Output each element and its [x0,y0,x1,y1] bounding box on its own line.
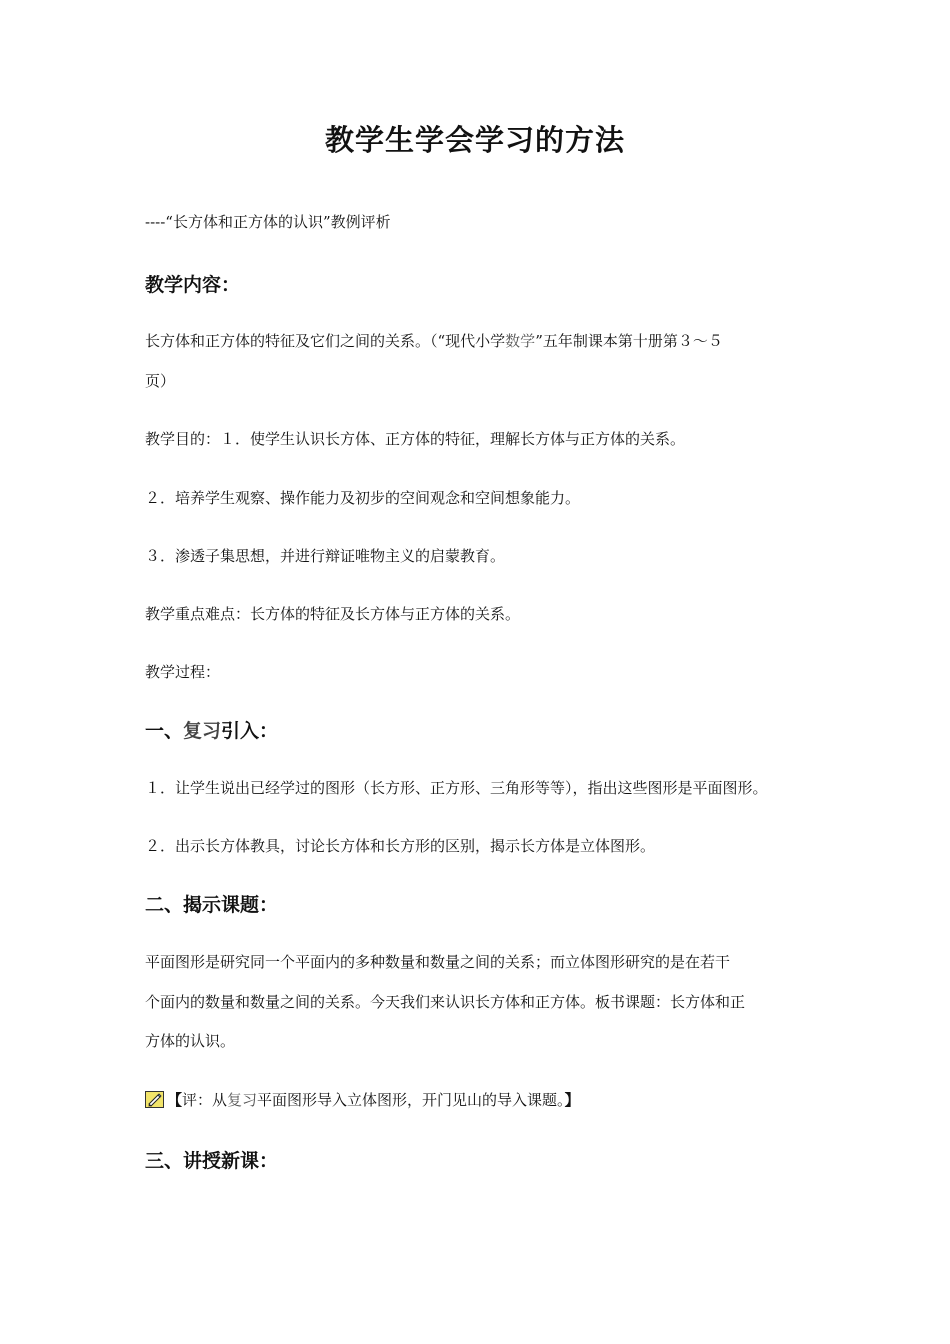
reveal-line-2: 个面内的数量和数量之间的关系。今天我们来认识长方体和正方体。板书课题：长方体和正 [145,993,746,1011]
content-line-2: 页） [145,372,176,390]
review-item-1: １．让学生说出已经学过的图形（长方形、正方形、三角形等等），指出这些图形是平面图形。 [145,779,768,797]
goals-line-1: 教学目的：１．使学生认识长方体、正方体的特征，理解长方体与正方体的关系。 [145,430,686,448]
reveal-line-3: 方体的认识。 [145,1032,236,1050]
reveal-line-1: 平面图形是研究同一个平面内的多种数量和数量之间的关系；而立体图形研究的是在若干 [145,953,731,971]
heading-reveal-topic: 二、揭示课题： [145,894,279,916]
page-title: 教学生学会学习的方法 [324,123,625,157]
comment-text-c: 平面图形导入立体图形，开门见山的导入课题。 [257,1091,565,1109]
content-text-a: 长方体和正方体的特征及它们之间的关系。（“现代小学 [145,332,506,350]
comment-pencil-icon [145,1084,164,1101]
goals-line-2: ２．培养学生观察、操作能力及初步的空间观念和空间想象能力。 [145,489,581,507]
content-line-1 [145,322,815,360]
comment-text-review: 复习 [227,1091,258,1109]
comment-open-bracket: 【 [167,1091,183,1109]
teaching-process: 教学过程： [145,663,221,681]
heading-review-word: 复习 [183,720,222,742]
subtitle: ----“长方体和正方体的认识”教例评析 [145,213,391,231]
heading-review-rest: 引入： [221,720,279,742]
content-text-c: ”五年制课本第十册第３～５ [535,332,723,350]
heading-review-intro [145,716,278,746]
heading-review-number: 一、 [145,720,184,742]
comment-text-a: 评：从 [182,1091,228,1109]
comment-close-bracket: 】 [564,1091,580,1109]
comment-line [145,1081,815,1119]
review-item-2: ２．出示长方体教具，讨论长方体和长方形的区别，揭示长方体是立体图形。 [145,837,656,855]
key-points: 教学重点难点：长方体的特征及长方体与正方体的关系。 [145,605,521,623]
goals-line-3: ３．渗透子集思想，并进行辩证唯物主义的启蒙教育。 [145,547,506,565]
heading-new-lesson: 三、讲授新课： [145,1150,279,1172]
content-text-math: 数学 [505,332,536,350]
heading-teaching-content: 教学内容： [145,274,241,296]
